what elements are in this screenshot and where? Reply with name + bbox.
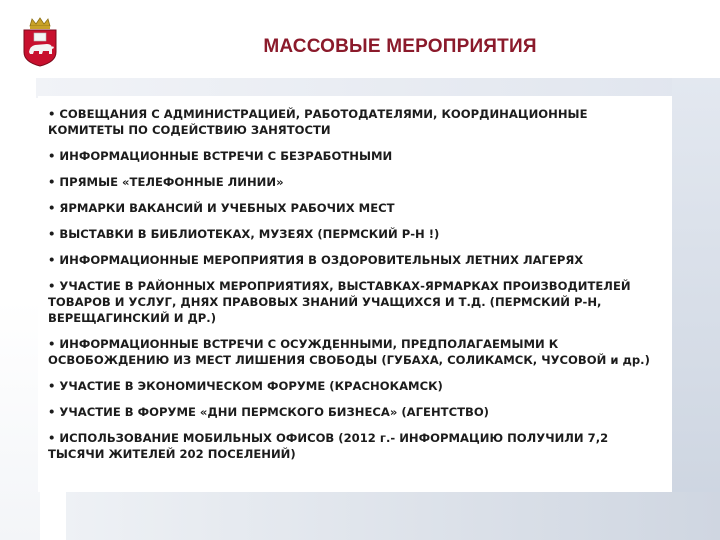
bullet-icon: • <box>48 405 56 419</box>
decorative-band-right <box>672 78 720 540</box>
bullet-icon: • <box>48 227 56 241</box>
bullet-icon: • <box>48 431 56 445</box>
list-item-text: ВЫСТАВКИ В БИБЛИОТЕКАХ, МУЗЕЯХ (ПЕРМСКИЙ Р-Н !) <box>59 227 440 241</box>
decorative-band-bottom <box>66 492 720 540</box>
list-item <box>48 226 666 242</box>
events-list <box>48 106 666 472</box>
list-item <box>48 430 666 462</box>
list-item <box>48 378 666 394</box>
list-item <box>48 278 666 326</box>
list-item <box>48 174 666 190</box>
list-item-text: СОВЕЩАНИЯ С АДМИНИСТРАЦИЕЙ, РАБОТОДАТЕЛЯМИ, КООРДИНАЦИОННЫЕ КОМИТЕТЫ ПО СОДЕЙСТВИЮ ЗАНЯТОСТИ <box>48 107 588 137</box>
bullet-icon: • <box>48 201 56 215</box>
list-item-text: ЯРМАРКИ ВАКАНСИЙ И УЧЕБНЫХ РАБОЧИХ МЕСТ <box>59 201 395 215</box>
content-panel <box>38 96 672 492</box>
bullet-icon: • <box>48 379 56 393</box>
list-item-text: УЧАСТИЕ В ФОРУМЕ «ДНИ ПЕРМСКОГО БИЗНЕСА» (АГЕНТСТВО) <box>59 405 489 419</box>
list-item <box>48 404 666 420</box>
list-item-text: ИНФОРМАЦИОННЫЕ ВСТРЕЧИ С БЕЗРАБОТНЫМИ <box>59 149 393 163</box>
bullet-icon: • <box>48 107 56 121</box>
perm-krai-coat-of-arms-icon <box>20 16 60 68</box>
decorative-band-top <box>36 78 720 98</box>
bullet-icon: • <box>48 175 56 189</box>
bullet-icon: • <box>48 253 56 267</box>
list-item-text: ИНФОРМАЦИОННЫЕ МЕРОПРИЯТИЯ В ОЗДОРОВИТЕЛЬНЫХ ЛЕТНИХ ЛАГЕРЯХ <box>59 253 584 267</box>
bullet-icon: • <box>48 337 56 351</box>
list-item <box>48 148 666 164</box>
page-title: МАССОВЫЕ МЕРОПРИЯТИЯ <box>263 36 537 57</box>
list-item <box>48 336 666 368</box>
list-item-text: ИСПОЛЬЗОВАНИЕ МОБИЛЬНЫХ ОФИСОВ (2012 г.- ИНФОРМАЦИЮ ПОЛУЧИЛИ 7,2 ТЫСЯЧИ ЖИТЕЛЕЙ 202 ПОСЕЛЕНИЙ) <box>48 431 609 461</box>
bullet-icon: • <box>48 279 56 293</box>
list-item-text: УЧАСТИЕ В РАЙОННЫХ МЕРОПРИЯТИЯХ, ВЫСТАВКАХ-ЯРМАРКАХ ПРОИЗВОДИТЕЛЕЙ ТОВАРОВ И УСЛУГ, ДНЯХ ПРАВОВЫХ ЗНАНИЙ УЧАЩИХСЯ И Т.Д. (ПЕРМСКИЙ Р-Н, ВЕРЕЩАГИНСКИЙ И ДР.) <box>48 279 631 325</box>
list-item <box>48 252 666 268</box>
decorative-band-left <box>0 300 40 540</box>
list-item-text: УЧАСТИЕ В ЭКОНОМИЧЕСКОМ ФОРУМЕ (КРАСНОКАМСК) <box>59 379 443 393</box>
list-item-text: ИНФОРМАЦИОННЫЕ ВСТРЕЧИ С ОСУЖДЕННЫМИ, ПРЕДПОЛАГАЕМЫМИ К ОСВОБОЖДЕНИЮ ИЗ МЕСТ ЛИШЕНИЯ СВОБОДЫ (ГУБАХА, СОЛИКАМСК, ЧУСОВОЙ и др.) <box>48 337 650 367</box>
list-item <box>48 200 666 216</box>
list-item-text: ПРЯМЫЕ «ТЕЛЕФОННЫЕ ЛИНИИ» <box>59 175 284 189</box>
list-item <box>48 106 666 138</box>
bullet-icon: • <box>48 149 56 163</box>
